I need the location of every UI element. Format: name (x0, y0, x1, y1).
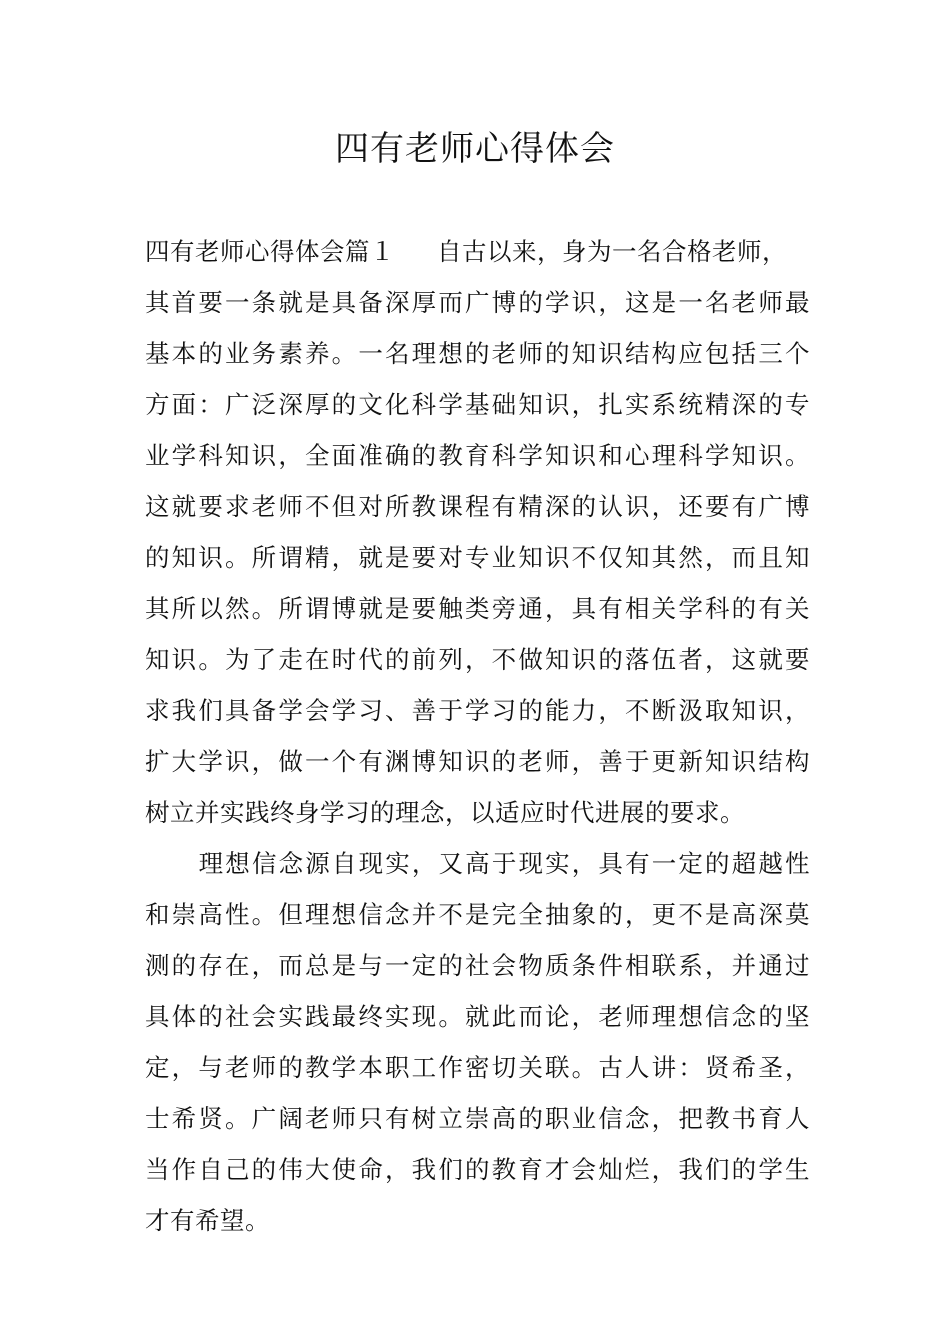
text-line: 业学科知识，全面准确的教育科学知识和心理科学知识。 (145, 441, 810, 470)
paragraph-1 (145, 226, 810, 838)
paragraph-2 (145, 838, 810, 1246)
text-line: 四有老师心得体会篇１ 自古以来，身为一名合格老师， (145, 237, 787, 266)
text-line: 当作自己的伟大使命，我们的教育才会灿烂，我们的学生 (145, 1155, 810, 1184)
text-line: 扩大学识，做一个有渊博知识的老师，善于更新知识结构 (145, 747, 810, 776)
text-line: 基本的业务素养。一名理想的老师的知识结构应包括三个 (145, 339, 810, 368)
text-line: 知识。为了走在时代的前列，不做知识的落伍者，这就要 (145, 645, 810, 674)
text-line: 理想信念源自现实，又高于现实，具有一定的超越性 (197, 849, 810, 878)
document-body (145, 226, 810, 1246)
text-line: 士希贤。广阔老师只有树立崇高的职业信念，把教书育人 (145, 1104, 810, 1133)
text-line: 定，与老师的教学本职工作密切关联。古人讲：贤希圣， (145, 1053, 810, 1082)
text-line: 求我们具备学会学习、善于学习的能力，不断汲取知识， (145, 696, 810, 725)
text-line: 方面：广泛深厚的文化科学基础知识，扎实系统精深的专 (145, 390, 810, 419)
text-line: 具体的社会实践最终实现。就此而论，老师理想信念的坚 (145, 1002, 810, 1031)
text-line: 才有希望。 (145, 1206, 270, 1235)
section-heading: 四有老师心得体会篇１ (145, 237, 395, 266)
text-line: 这就要求老师不但对所教课程有精深的认识，还要有广博 (145, 492, 810, 521)
text-line: 树立并实践终身学习的理念，以适应时代进展的要求。 (145, 798, 745, 827)
text-line: 的知识。所谓精，就是要对专业知识不仅知其然，而且知 (145, 543, 810, 572)
text-line: 和崇高性。但理想信念并不是完全抽象的，更不是高深莫 (145, 900, 810, 929)
text-line: 其首要一条就是具备深厚而广博的学识，这是一名老师最 (145, 288, 810, 317)
text-line: 测的存在，而总是与一定的社会物质条件相联系，并通过 (145, 951, 810, 980)
text-line: 其所以然。所谓博就是要触类旁通，具有相关学科的有关 (145, 594, 810, 623)
document-title: 四有老师心得体会 (335, 129, 615, 169)
